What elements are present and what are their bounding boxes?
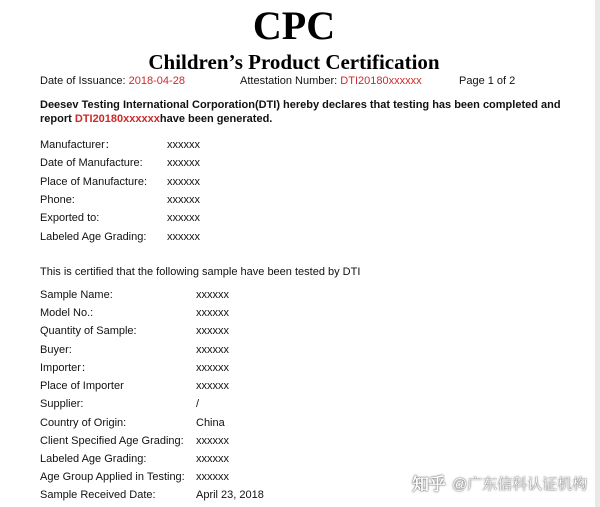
attestation-number: [240, 74, 422, 88]
sample-label: Quantity of Sample:: [40, 325, 137, 337]
sample-value: xxxxxx: [196, 453, 229, 465]
issuance-date: [40, 74, 185, 88]
watermark-author: @广东信科认证机构: [452, 476, 588, 493]
sample-label: Model No.:: [40, 307, 94, 319]
field-label: Manufacturer：: [40, 139, 116, 151]
field-label: Labeled Age Grading:: [40, 231, 147, 243]
sample-value: xxxxxx: [196, 471, 229, 483]
declaration-text-end: have been generated.: [159, 113, 273, 125]
declaration-paragraph: [40, 98, 570, 126]
sample-label: Age Group Applied in Testing:: [40, 471, 185, 483]
sample-label: Buyer:: [40, 344, 72, 356]
sample-value: China: [196, 417, 225, 429]
sample-label: Importer：: [40, 362, 92, 374]
page-number: Page 1 of 2: [459, 75, 516, 87]
sample-value: /: [196, 398, 200, 410]
document-title: CPC: [252, 3, 336, 48]
attestation-value: DTI20180xxxxxx: [340, 75, 422, 87]
field-value: xxxxxx: [167, 139, 200, 151]
sample-label: Sample Received Date:: [40, 489, 156, 501]
sample-label: Labeled Age Grading:: [40, 453, 147, 465]
watermark-site: 知乎: [412, 475, 446, 494]
page-edge: [595, 0, 600, 507]
sample-value: xxxxxx: [196, 380, 229, 392]
field-value: xxxxxx: [167, 212, 200, 224]
sample-value: xxxxxx: [196, 289, 229, 301]
sample-value: xxxxxx: [196, 325, 229, 337]
field-label: Exported to:: [40, 212, 100, 224]
issuance-value: 2018-04-28: [128, 75, 185, 87]
field-label: Date of Manufacture:: [40, 157, 143, 169]
field-value: xxxxxx: [167, 231, 200, 243]
issuance-label: Date of Issuance:: [40, 75, 126, 87]
field-value: xxxxxx: [167, 176, 200, 188]
sample-value: xxxxxx: [196, 435, 229, 447]
sample-value: xxxxxx: [196, 362, 229, 374]
sample-label: Place of Importer: [40, 380, 124, 392]
sample-value: April 23, 2018: [196, 489, 264, 501]
watermark: [412, 476, 587, 494]
field-label: Phone:: [40, 194, 75, 206]
sample-label: Country of Origin:: [40, 417, 127, 429]
document-subtitle: Children’s Product Certification: [148, 50, 440, 74]
sample-label: Client Specified Age Grading:: [40, 435, 184, 447]
declaration-text: Deesev Testing International Corporation(DTI) hereby declares that testing has been completed and report: [40, 99, 561, 125]
attestation-label: Attestation Number:: [240, 75, 338, 87]
declaration-report-number: DTI20180xxxxxx: [74, 113, 160, 125]
sample-label: Supplier:: [40, 398, 84, 410]
field-label: Place of Manufacture:: [40, 176, 148, 188]
sample-value: xxxxxx: [196, 307, 229, 319]
certification-statement: This is certified that the following sample have been tested by DTI: [40, 266, 361, 278]
sample-value: xxxxxx: [196, 344, 229, 356]
sample-label: Sample Name:: [40, 289, 113, 301]
field-value: xxxxxx: [167, 157, 200, 169]
field-value: xxxxxx: [167, 194, 200, 206]
